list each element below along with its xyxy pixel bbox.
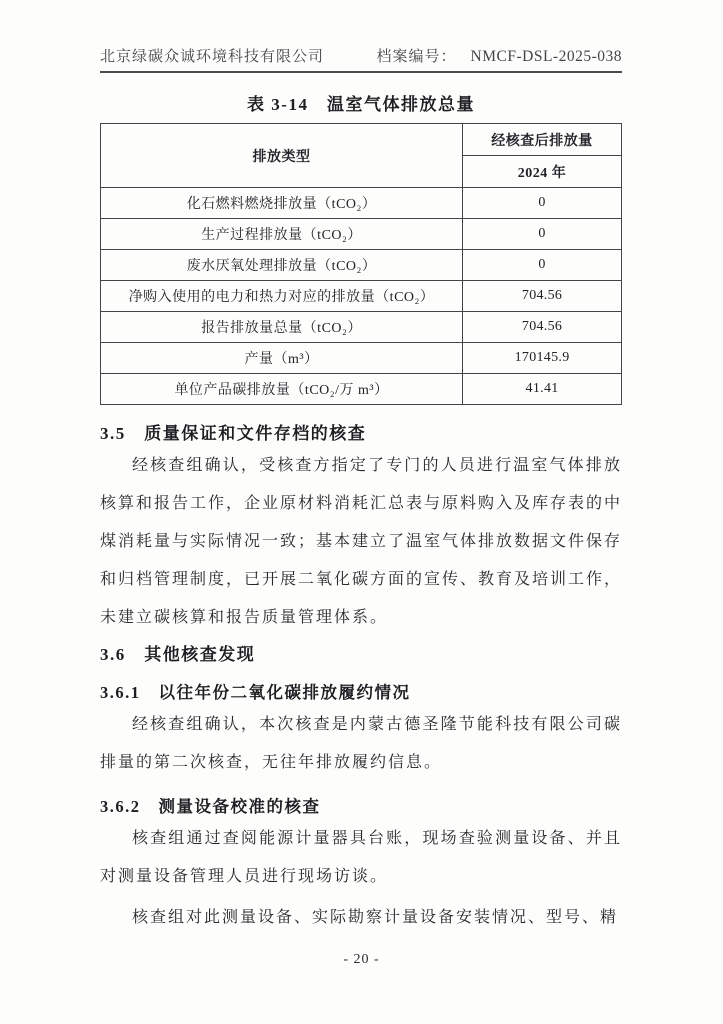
section-3-5-paragraph: 经核查组确认，受核查方指定了专门的人员进行温室气体排放核算和报告工作，企业原材料消耗汇总表与原料购入及库存表的中煤消耗量与实际情况一致；基本建立了温室气体排放数据文件保存和归档管理制度，已开展二氧化碳方面的宣传、教育及培训工作，未建立碳核算和报告质量管理体系。 — [100, 457, 623, 626]
section-heading-3-6-2: 3.6.2 测量设备校准的核查 — [100, 797, 321, 816]
table-header-row — [101, 124, 622, 156]
row-label: 生产过程排放量（tCO₂） — [101, 219, 463, 250]
row-value: 0 — [463, 219, 622, 250]
table-caption: 表 3-14 温室气体排放总量 — [247, 95, 475, 114]
row-label: 单位产品碳排放量（tCO₂/万 m³） — [101, 374, 463, 405]
archive-label: 档案编号： — [376, 49, 457, 65]
table-row — [101, 374, 622, 405]
table-row — [101, 219, 622, 250]
col-header-emission-type: 排放类型 — [101, 124, 463, 188]
table-row — [101, 281, 622, 312]
section-heading-3-6: 3.6 其他核查发现 — [100, 645, 256, 664]
row-label: 产量（m³） — [101, 343, 463, 374]
page-number: - 20 - — [343, 952, 380, 967]
section-3-6-1-paragraph: 经核查组确认，本次核查是内蒙古德圣隆节能科技有限公司碳排量的第二次核查，无往年排放履约信息。 — [100, 716, 622, 771]
col-header-year: 2024 年 — [463, 156, 622, 188]
table-row — [101, 188, 622, 219]
table-row — [101, 312, 622, 343]
section-3-6-2-paragraph-2: 核查组对此测量设备、实际勘察计量设备安装情况、型号、精 — [132, 909, 619, 926]
section-heading-3-6-1: 3.6.1 以往年份二氧化碳排放履约情况 — [100, 683, 411, 702]
row-label: 报告排放量总量（tCO₂） — [101, 312, 463, 343]
row-value: 170145.9 — [463, 343, 622, 374]
header-company-name: 北京绿碳众诚环境科技有限公司 — [100, 49, 325, 65]
header-archive — [377, 45, 622, 66]
section-heading-3-5: 3.5 质量保证和文件存档的核查 — [100, 424, 367, 443]
table-row — [101, 250, 622, 281]
archive-number: NMCF-DSL-2025-038 — [470, 48, 622, 65]
table-row — [101, 343, 622, 374]
row-value: 704.56 — [463, 312, 622, 343]
row-value: 0 — [463, 188, 622, 219]
row-value: 704.56 — [463, 281, 622, 312]
row-value: 0 — [463, 250, 622, 281]
page-header — [100, 0, 622, 73]
col-header-verified-emissions: 经核查后排放量 — [463, 124, 622, 156]
row-label: 废水厌氧处理排放量（tCO₂） — [101, 250, 463, 281]
row-value: 41.41 — [463, 374, 622, 405]
row-label: 净购入使用的电力和热力对应的排放量（tCO₂） — [101, 281, 463, 312]
emissions-table — [100, 123, 622, 405]
row-label: 化石燃料燃烧排放量（tCO₂） — [101, 188, 463, 219]
section-3-6-2-paragraph-1: 核查组通过查阅能源计量器具台账，现场查验测量设备、并且对测量设备管理人员进行现场访谈。 — [100, 830, 622, 885]
